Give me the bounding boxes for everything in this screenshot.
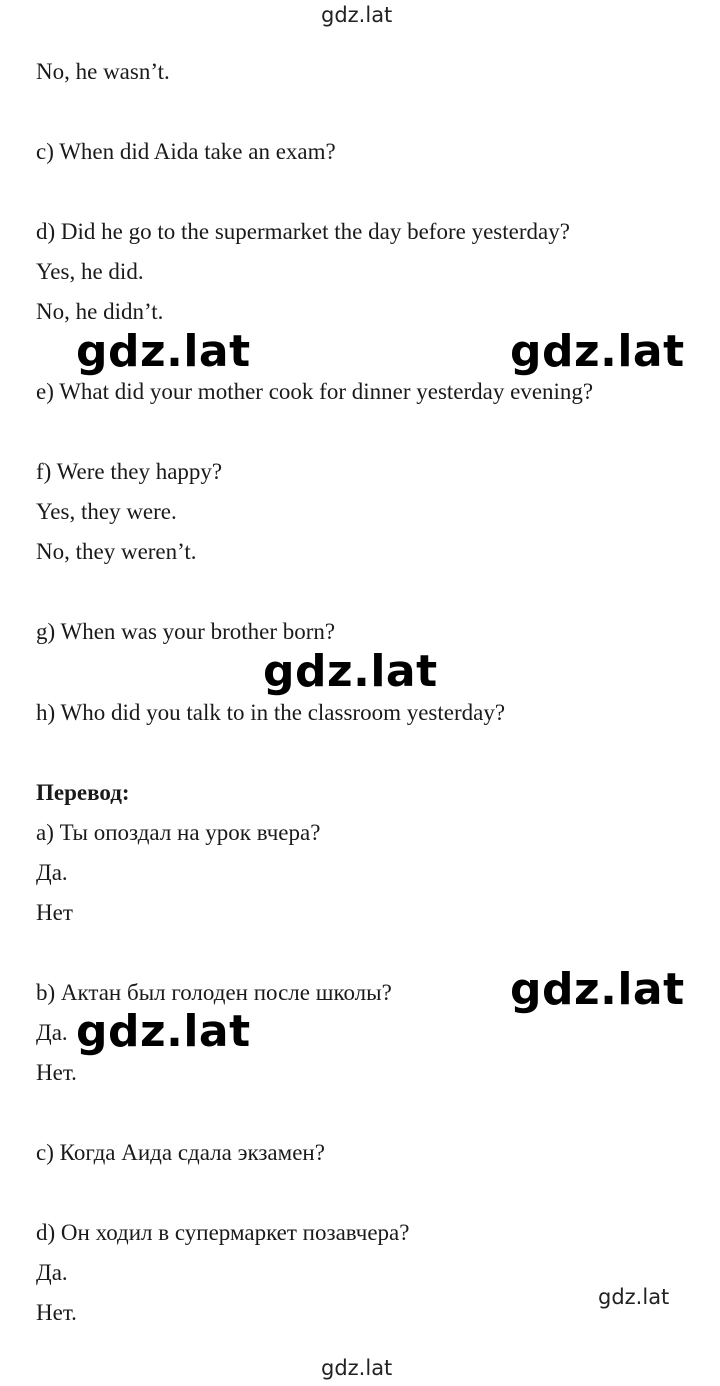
text-line: Нет. bbox=[36, 1300, 77, 1325]
question-g: g) When was your brother born? bbox=[36, 619, 336, 644]
watermark: gdz.lat bbox=[76, 326, 251, 377]
watermark: gdz.lat bbox=[321, 3, 393, 27]
question-h: h) Who did you talk to in the classroom yesterday? bbox=[36, 700, 506, 725]
translation-c: c) Когда Аида сдала экзамен? bbox=[36, 1140, 325, 1165]
watermark: gdz.lat bbox=[263, 646, 438, 697]
translation-b: b) Актан был голоден после школы? bbox=[36, 980, 392, 1005]
question-c: c) When did Aida take an exam? bbox=[36, 139, 336, 164]
text-line: Да. bbox=[36, 1260, 68, 1285]
question-f: f) Were they happy? bbox=[36, 459, 223, 484]
text-line: Yes, he did. bbox=[36, 259, 144, 284]
text-line: Да. bbox=[36, 1020, 68, 1045]
question-d: d) Did he go to the supermarket the day before yesterday? bbox=[36, 219, 570, 244]
question-e: e) What did your mother cook for dinner yesterday evening? bbox=[36, 379, 594, 404]
watermark: gdz.lat bbox=[510, 326, 685, 377]
translation-a: a) Ты опоздал на урок вчера? bbox=[36, 820, 321, 845]
text-line: No, he wasn’t. bbox=[36, 59, 170, 84]
watermark: gdz.lat bbox=[510, 964, 685, 1015]
translation-heading: Перевод: bbox=[36, 780, 130, 805]
watermark: gdz.lat bbox=[321, 1356, 393, 1380]
watermark: gdz.lat bbox=[598, 1285, 670, 1309]
text-line: Yes, they were. bbox=[36, 499, 177, 524]
text-line: Нет. bbox=[36, 1060, 77, 1085]
text-line: No, he didn’t. bbox=[36, 299, 164, 324]
watermark: gdz.lat bbox=[76, 1006, 251, 1057]
text-line: No, they weren’t. bbox=[36, 539, 197, 564]
translation-d: d) Он ходил в супермаркет позавчера? bbox=[36, 1220, 410, 1245]
text-line: Нет bbox=[36, 900, 73, 925]
text-line: Да. bbox=[36, 860, 68, 885]
